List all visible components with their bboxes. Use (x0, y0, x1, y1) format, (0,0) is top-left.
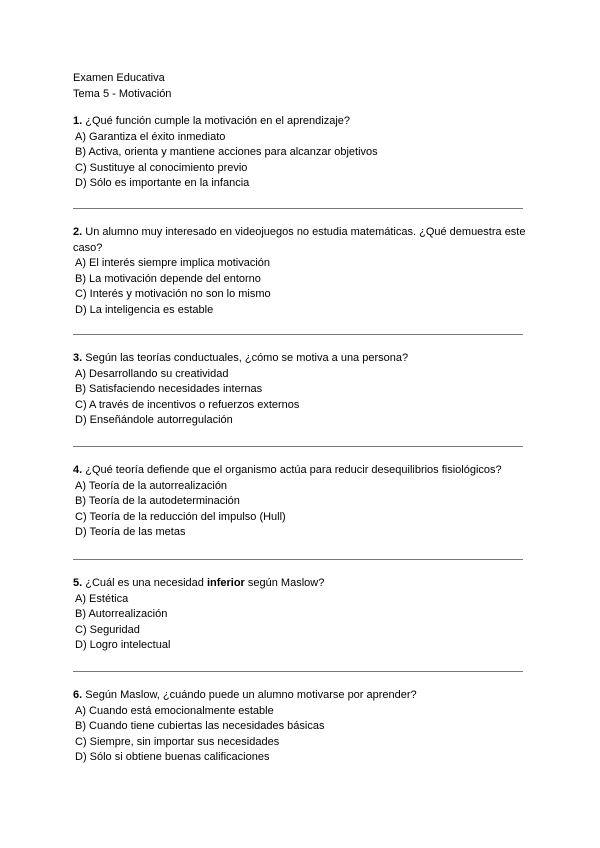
question-3-option-a: A) Desarrollando su creatividad (75, 367, 229, 380)
question-3-options (73, 367, 533, 429)
question-6-option-a: A) Cuando está emocionalmente estable (75, 704, 274, 717)
question-4-option-d: D) Teoría de las metas (75, 526, 186, 538)
question-4-option-a: A) Teoría de la autorrealización (75, 479, 228, 492)
question-4-prompt: ¿Qué teoría defiende que el organismo actúa para reducir desequilibrios fisiológicos? (82, 464, 502, 476)
question-2 (73, 225, 533, 318)
question-4-options (73, 479, 533, 541)
question-1-number: 1. (73, 115, 83, 127)
divider-3 (73, 446, 523, 447)
exam-subtitle: Tema 5 - Motivación (73, 87, 172, 100)
question-1-option-a: A) Garantiza el éxito inmediato (75, 130, 226, 143)
question-3-number: 3. (73, 352, 83, 364)
question-3-option-d: D) Enseñándole autorregulación (75, 414, 233, 426)
question-4-text (73, 463, 533, 479)
question-5-prompt-after: según Maslow? (244, 577, 325, 589)
divider-5 (73, 671, 523, 672)
question-1-option-b: B) Activa, orienta y mantiene acciones para alcanzar objetivos (75, 146, 378, 158)
question-6-option-d: D) Sólo si obtiene buenas calificaciones (75, 751, 270, 763)
question-2-options (73, 256, 533, 318)
question-2-prompt: Un alumno muy interesado en videojuegos no estudia matemáticas. ¿Qué demuestra este caso? (73, 226, 526, 254)
question-2-text (73, 225, 533, 256)
exam-title: Examen Educativa (73, 72, 165, 84)
question-6 (73, 688, 533, 766)
question-5-options (73, 592, 533, 654)
question-2-option-d: D) La inteligencia es estable (75, 303, 214, 316)
question-3-option-b: B) Satisfaciendo necesidades internas (75, 383, 263, 395)
question-5-option-d: D) Logro intelectual (75, 639, 171, 651)
question-5-option-a: A) Estética (75, 592, 129, 605)
question-5-option-b: B) Autorrealización (75, 608, 168, 620)
exam-header (73, 71, 171, 102)
question-1-option-c: C) Sustituye al conocimiento previo (75, 161, 248, 174)
divider-2 (73, 334, 523, 335)
question-1-option-d: D) Sólo es importante en la infancia (75, 177, 250, 189)
question-5-prompt-before: ¿Cuál es una necesidad (82, 577, 207, 589)
question-1-options (73, 130, 533, 192)
question-2-option-a: A) El interés siempre implica motivación (75, 257, 271, 269)
question-5-prompt-bold: inferior (206, 577, 245, 589)
question-6-options (73, 704, 533, 766)
question-1 (73, 114, 533, 192)
question-6-number: 6. (73, 689, 83, 701)
question-3-prompt: Según las teorías conductuales, ¿cómo se motiva a una persona? (82, 352, 409, 364)
question-4 (73, 463, 533, 541)
question-3 (73, 351, 533, 429)
question-6-text (73, 688, 533, 704)
question-5-option-c: C) Seguridad (75, 623, 140, 636)
question-3-option-c: C) A través de incentivos o refuerzos externos (75, 398, 300, 411)
question-1-text (73, 114, 533, 130)
question-2-number: 2. (73, 226, 83, 238)
question-4-option-c: C) Teoría de la reducción del impulso (Hull) (75, 510, 286, 523)
question-6-option-b: B) Cuando tiene cubiertas las necesidades básicas (75, 720, 325, 732)
question-1-prompt: ¿Qué función cumple la motivación en el aprendizaje? (82, 115, 351, 127)
question-4-option-b: B) Teoría de la autodeterminación (75, 495, 240, 507)
question-5-number: 5. (73, 577, 83, 589)
question-6-option-c: C) Siempre, sin importar sus necesidades (75, 735, 280, 748)
question-5 (73, 576, 533, 654)
question-3-text (73, 351, 533, 367)
question-2-option-c: C) Interés y motivación no son lo mismo (75, 288, 271, 300)
question-4-number: 4. (73, 464, 83, 476)
question-5-text (73, 576, 533, 592)
divider-1 (73, 208, 523, 209)
question-6-prompt: Según Maslow, ¿cuándo puede un alumno motivarse por aprender? (82, 689, 417, 701)
question-2-option-b: B) La motivación depende del entorno (75, 272, 261, 285)
divider-4 (73, 559, 523, 560)
